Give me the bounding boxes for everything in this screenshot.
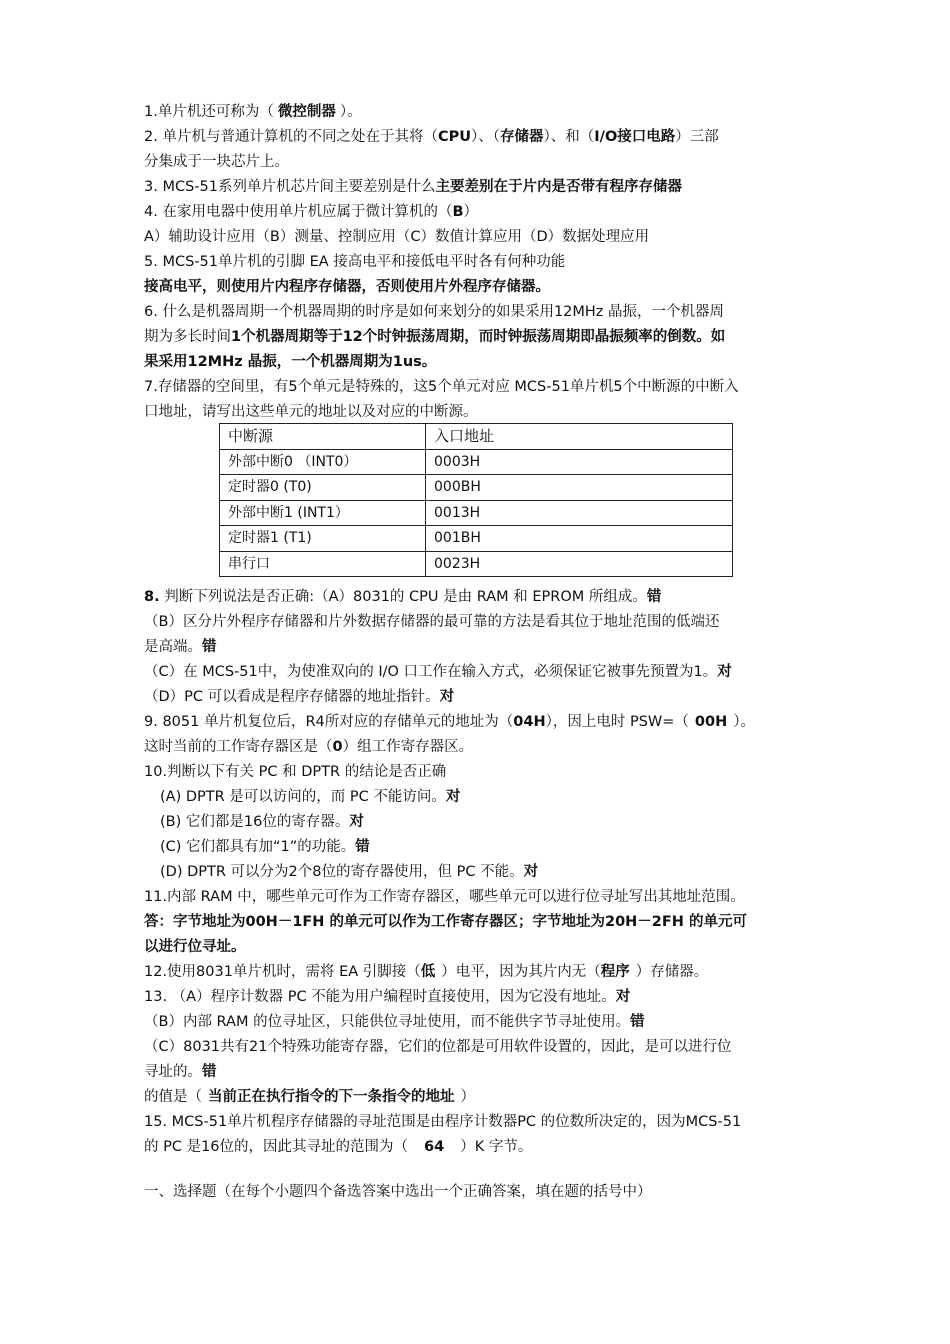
question-3: 3. MCS-51系列单片机芯片间主要差别是什么主要差别在于片内是否带有程序存储器 <box>144 179 682 195</box>
table-cell-address: 0013H <box>426 500 733 526</box>
question-10-b: (B) 它们都是16位的寄存器。对 <box>160 814 364 830</box>
question-8-b-cont: 是高端。错 <box>144 639 217 655</box>
interrupt-table <box>219 423 733 577</box>
question-12: 12.使用8031单片机时，需将 EA 引脚接（低 ）电平，因为其片内无（程序 ）存储器。 <box>144 964 709 980</box>
question-1: 1.单片机还可称为（ 微控制器 ）。 <box>144 104 362 120</box>
table-cell-address: 0003H <box>426 449 733 475</box>
table-cell-source: 定时器1 (T1) <box>220 526 426 552</box>
question-13: 13. （A）程序计数器 PC 不能为用户编程时直接使用，因为它没有地址。对 <box>144 989 631 1005</box>
question-15-line2: 的 PC 是16位的，因此其寻址的范围为（ 64 ）K 字节。 <box>144 1139 533 1155</box>
question-14: 的值是（ 当前正在执行指令的下一条指令的地址 ） <box>144 1089 475 1105</box>
question-10: 10.判断以下有关 PC 和 DPTR 的结论是否正确 <box>144 764 447 780</box>
section-heading: 一、选择题（在每个小题四个备选答案中选出一个正确答案，填在题的括号中） <box>144 1184 652 1200</box>
question-8-d: （D）PC 可以看成是程序存储器的地址指针。对 <box>144 689 455 705</box>
table-cell-address: 000BH <box>426 475 733 501</box>
question-8: 8. 判断下列说法是否正确:（A）8031的 CPU 是由 RAM 和 EPROM 所组成。错 <box>144 589 662 605</box>
question-11-answer: 答：字节地址为00H－1FH 的单元可以作为工作寄存器区；字节地址为20H－2FH 的单元可 <box>144 914 747 930</box>
table-cell-source: 定时器0 (T0) <box>220 475 426 501</box>
question-11: 11.内部 RAM 中，哪些单元可作为工作寄存器区，哪些单元可以进行位寻址写出其地址范围。 <box>144 889 745 905</box>
question-13-c-cont: 寻址的。错 <box>144 1064 217 1080</box>
table-header-source: 中断源 <box>220 424 426 450</box>
question-5: 5. MCS-51单片机的引脚 EA 接高电平和接低电平时各有何种功能 <box>144 254 566 270</box>
table-row <box>220 500 733 526</box>
table-cell-address: 001BH <box>426 526 733 552</box>
question-15: 15. MCS-51单片机程序存储器的寻址范围是由程序计数器PC 的位数所决定的，因为MCS-51 <box>144 1114 742 1130</box>
question-5-answer: 接高电平，则使用片内程序存储器，否则使用片外程序存储器。 <box>144 279 550 295</box>
question-13-b: （B）内部 RAM 的位寻址区，只能供位寻址使用，而不能供字节寻址使用。错 <box>144 1014 645 1030</box>
question-2-cont: 分集成于一块芯片上。 <box>144 154 289 170</box>
question-6-line2: 期为多长时间1个机器周期等于12个时钟振荡周期，而时钟振荡周期即晶振频率的倒数。如 <box>144 329 726 345</box>
table-cell-source: 外部中断0 （INT0） <box>220 449 426 475</box>
question-6: 6. 什么是机器周期一个机器周期的时序是如何来划分的如果采用12MHz 晶振，一个机器周 <box>144 304 725 320</box>
table-cell-source: 外部中断1 (INT1） <box>220 500 426 526</box>
question-7: 7.存储器的空间里，有5个单元是特殊的，这5个单元对应 MCS-51单片机5个中断源的中断入 <box>144 379 739 395</box>
table-row <box>220 475 733 501</box>
question-9-line2: 这时当前的工作寄存器区是（0）组工作寄存器区。 <box>144 739 474 755</box>
question-2: 2. 单片机与普通计算机的不同之处在于其将（CPU）、（存储器）、和（I/O接口电路）三部 <box>144 129 719 145</box>
table-row <box>220 551 733 577</box>
question-7-line2: 口地址，请写出这些单元的地址以及对应的中断源。 <box>144 404 478 420</box>
question-13-c: （C）8031共有21个特殊功能寄存器，它们的位都是可用软件设置的，因此，是可以进行位 <box>144 1039 732 1055</box>
question-4-options: A）辅助设计应用（B）测量、控制应用（C）数值计算应用（D）数据处理应用 <box>144 229 650 245</box>
question-10-d: (D) DPTR 可以分为2个8位的寄存器使用，但 PC 不能。对 <box>160 864 539 880</box>
table-cell-address: 0023H <box>426 551 733 577</box>
table-cell-source: 串行口 <box>220 551 426 577</box>
table-row <box>220 449 733 475</box>
question-6-line3: 果采用12MHz 晶振，一个机器周期为1us。 <box>144 354 437 370</box>
question-10-a: (A) DPTR 是可以访问的，而 PC 不能访问。对 <box>160 789 461 805</box>
question-10-c: (C) 它们都具有加“1”的功能。错 <box>160 839 370 855</box>
table-row <box>220 526 733 552</box>
question-8-b: （B）区分片外程序存储器和片外数据存储器的最可靠的方法是看其位于地址范围的低端还 <box>144 614 720 630</box>
table-header-row <box>220 424 733 450</box>
question-8-c: （C）在 MCS-51中，为使准双向的 I/O 口工作在输入方式，必须保证它被事先预置为1。对 <box>144 664 732 680</box>
question-9: 9. 8051 单片机复位后，R4所对应的存储单元的地址为（04H），因上电时 PSW=（ 00H ）。 <box>144 714 755 730</box>
question-11-answer-cont: 以进行位寻址。 <box>144 939 246 955</box>
table-header-address: 入口地址 <box>426 424 733 450</box>
question-4: 4. 在家用电器中使用单片机应属于微计算机的（B） <box>144 204 479 220</box>
